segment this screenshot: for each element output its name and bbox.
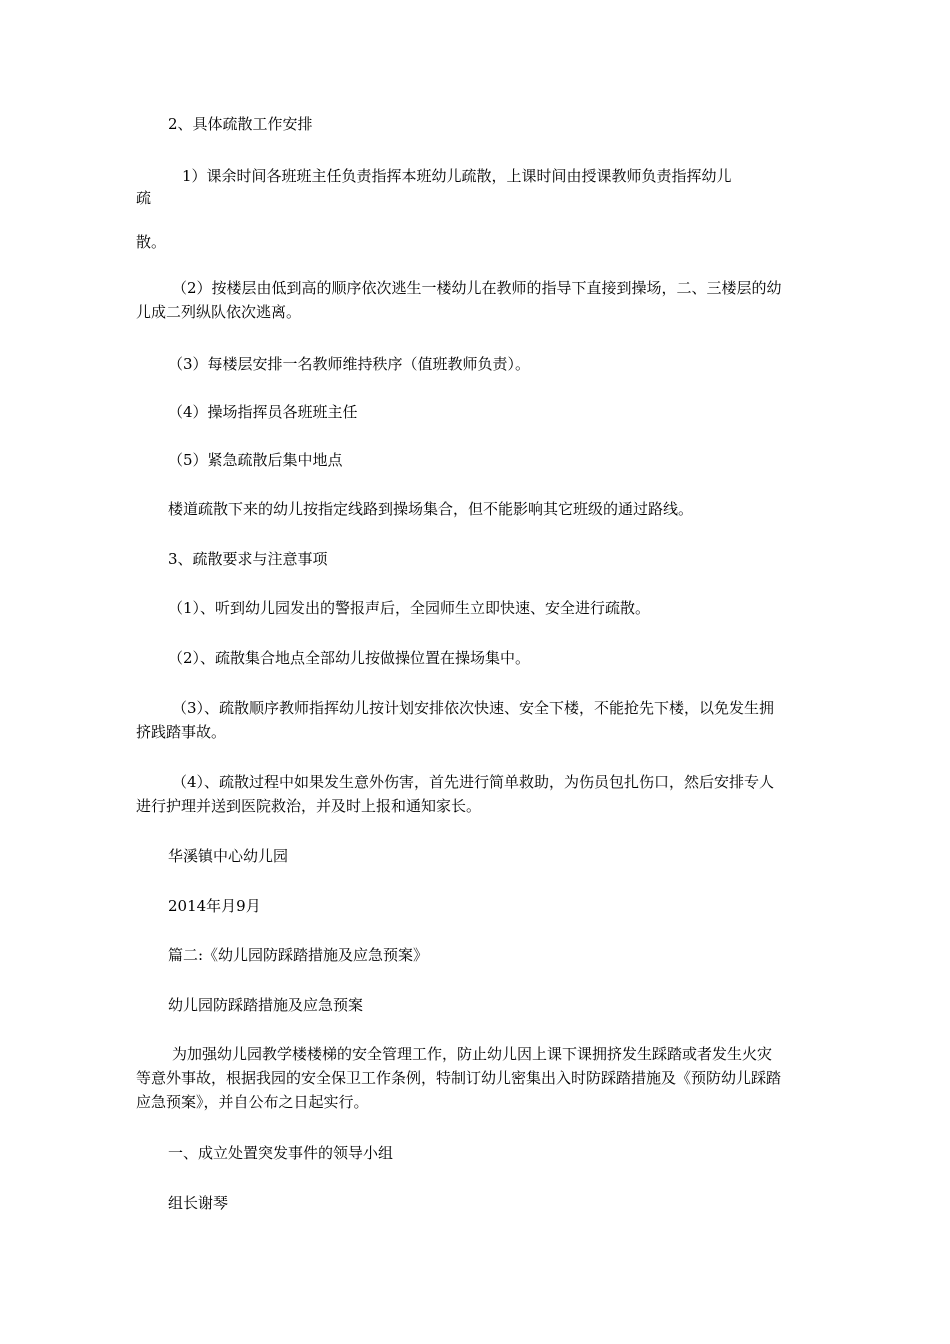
paragraph: （4）操场指挥员各班班主任 xyxy=(168,403,358,421)
paragraph: （1）、听到幼儿园发出的警报声后，全园师生立即快速、安全进行疏散。 xyxy=(168,599,651,617)
document-title: 幼儿园防踩踏措施及应急预案 xyxy=(168,996,364,1014)
paragraph: （4）、疏散过程中如果发生意外伤害，首先进行简单救助，为伤员包扎伤口，然后安排专人进行护理并送到医院救治，并及时上报和通知家长。 xyxy=(136,773,775,815)
paragraph: （2）、疏散集合地点全部幼儿按做操位置在操场集中。 xyxy=(168,649,531,667)
section-heading: 一、成立处置突发事件的领导小组 xyxy=(168,1144,394,1162)
paragraph: 楼道疏散下来的幼儿按指定线路到操场集合，但不能影响其它班级的通过路线。 xyxy=(168,500,694,518)
paragraph: 为加强幼儿园教学楼楼梯的安全管理工作，防止幼儿因上课下课拥挤发生踩踏或者发生火灾等意外事故，根据我园的安全保卫工作条例，特制订幼儿密集出入时防踩踏措施及《预防幼儿踩踏应急预案》，并自公布之日起实行。 xyxy=(136,1045,782,1111)
date-line: 2014年月9月 xyxy=(168,897,261,915)
section-heading: 3、疏散要求与注意事项 xyxy=(168,550,328,568)
paragraph: （5）紧急疏散后集中地点 xyxy=(168,451,343,469)
organization-signature: 华溪镇中心幼儿园 xyxy=(168,847,289,865)
paragraph-continuation: 疏 xyxy=(136,189,152,207)
paragraph: （3）、疏散顺序教师指挥幼儿按计划安排依次快速、安全下楼，不能抢先下楼，以免发生拥挤践踏事故。 xyxy=(136,699,775,741)
paragraph: 1）课余时间各班班主任负责指挥本班幼儿疏散，上课时间由授课教师负责指挥幼儿 xyxy=(182,167,732,185)
section-heading: 2、具体疏散工作安排 xyxy=(168,115,313,133)
paragraph: （3）每楼层安排一名教师维持秩序（值班教师负责）。 xyxy=(168,355,531,373)
chapter-heading: 篇二:《幼儿园防踩踏措施及应急预案》 xyxy=(168,946,429,964)
paragraph: 组长谢琴 xyxy=(168,1194,229,1212)
paragraph-continuation: 散。 xyxy=(136,233,167,251)
paragraph: （2）按楼层由低到高的顺序依次逃生一楼幼儿在教师的指导下直接到操场，二、三楼层的幼儿成二列纵队依次逃离。 xyxy=(136,279,782,321)
